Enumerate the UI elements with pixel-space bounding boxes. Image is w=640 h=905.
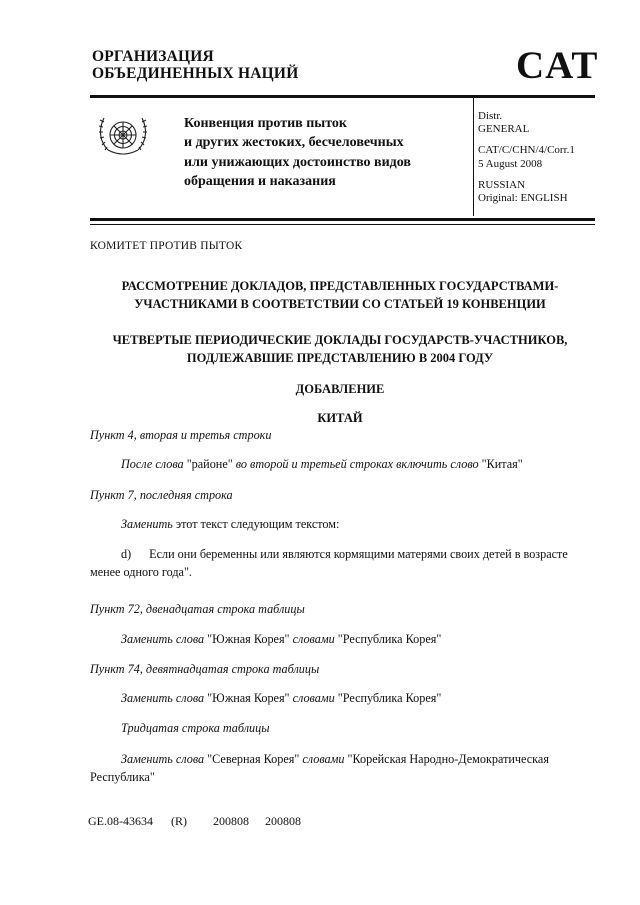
top-rule <box>90 95 595 98</box>
convention-title <box>184 114 411 191</box>
document-symbol-large: CAT <box>516 44 599 87</box>
document-language: RUSSIAN <box>478 178 526 191</box>
org-line-2: ОБЪЕДИНЕННЫХ НАЦИЙ <box>92 65 299 82</box>
convention-line-1: Конвенция против пыток <box>184 116 347 131</box>
item-5-instruction <box>90 751 590 786</box>
committee-name: КОМИТЕТ ПРОТИВ ПЫТОК <box>90 240 243 252</box>
item-5-text-b: "Северная Корея" <box>207 752 300 766</box>
item-2-quote-label: d) <box>121 547 132 561</box>
item-1-text-c: во второй и третьей строках включить слово <box>232 457 482 471</box>
item-5-text-a: Заменить слова <box>121 752 208 766</box>
item-1-instruction <box>121 456 523 472</box>
item-5-reference: Тридцатая строка таблицы <box>121 721 270 735</box>
heading-periodic-line-1: ЧЕТВЕРТЫЕ ПЕРИОДИЧЕСКИЕ ДОКЛАДЫ ГОСУДАРСТВ-УЧАСТНИКОВ, <box>112 333 568 347</box>
item-2-reference: Пункт 7, последняя строка <box>90 488 233 502</box>
item-4-text-b: "Южная Корея" <box>207 691 290 705</box>
item-5-text-c: словами <box>299 752 348 766</box>
convention-line-2: и других жестоких, бесчеловечных <box>184 135 404 151</box>
item-3-text-a: Заменить слова <box>121 632 208 646</box>
document-date: 5 August 2008 <box>478 157 543 170</box>
distr-label: Distr. <box>478 110 503 122</box>
heading-periodic-line-2: ПОДЛЕЖАВШИЕ ПРЕДСТАВЛЕНИЮ В 2004 ГОДУ <box>186 351 494 365</box>
item-4-text-a: Заменить слова <box>121 691 208 705</box>
organization-name <box>92 48 298 82</box>
item-4-text-d: "Республика Корея" <box>337 691 442 705</box>
item-4-text-c: словами <box>289 691 338 705</box>
item-3-reference: Пункт 72, двенадцатая строка таблицы <box>90 602 305 616</box>
org-line-1: ОРГАНИЗАЦИЯ <box>92 48 214 65</box>
heading-periodic-reports <box>90 331 590 367</box>
header-bottom-rule-thin <box>90 224 595 225</box>
footer-date-2: 200808 <box>265 814 301 828</box>
original-language: Original: ENGLISH <box>478 192 568 205</box>
job-number-footer <box>88 814 301 829</box>
item-4-instruction <box>121 690 441 706</box>
item-2-quote-text: Если они беременны или являются кормящими матерями своих детей в возрасте менее одного года". <box>90 547 568 579</box>
heading-consideration-line-2: УЧАСТНИКАМИ В СООТВЕТСТВИИ СО СТАТЬЕЙ 19 КОНВЕНЦИИ <box>134 297 546 311</box>
item-4-reference: Пункт 74, девятнадцатая строка таблицы <box>90 662 320 676</box>
header-bottom-rule-thick <box>90 218 595 221</box>
item-2-text-b: этот текст следующим текстом: <box>172 517 340 531</box>
item-2-quote <box>90 546 590 581</box>
document-symbol: CAT/C/CHN/4/Corr.1 <box>478 144 575 157</box>
heading-addendum: ДОБАВЛЕНИЕ <box>295 382 385 396</box>
item-2-text-a: Заменить <box>121 517 173 531</box>
item-3-text-d: "Республика Корея" <box>337 632 442 646</box>
heading-country: КИТАЙ <box>317 411 363 425</box>
footer-date-1: 200808 <box>213 814 249 828</box>
un-emblem-icon <box>94 110 152 166</box>
heading-consideration <box>90 277 590 313</box>
heading-consideration-line-1: РАССМОТРЕНИЕ ДОКЛАДОВ, ПРЕДСТАВЛЕННЫХ ГОСУДАРСТВАМИ- <box>121 279 559 293</box>
item-3-text-b: "Южная Корея" <box>207 632 290 646</box>
distribution-block <box>478 110 575 205</box>
convention-line-3: или унижающих достоинство видов <box>184 154 411 170</box>
convention-line-4: обращения и наказания <box>184 173 336 189</box>
item-1-text-b: "районе" <box>186 457 233 471</box>
footer-job-number: GE.08-43634 <box>88 814 153 828</box>
item-1-text-d: "Китая" <box>481 457 523 471</box>
item-1-text-a: После слова <box>121 457 187 471</box>
item-3-instruction <box>121 631 441 647</box>
footer-language-code: (R) <box>171 814 187 828</box>
header-divider <box>473 98 474 216</box>
item-5-text-d: "Корейская Народно-Демократическая Республика" <box>90 752 549 784</box>
item-3-text-c: словами <box>289 632 338 646</box>
item-1-reference: Пункт 4, вторая и третья строки <box>90 428 272 442</box>
distr-general: GENERAL <box>478 123 530 136</box>
item-2-instruction <box>121 516 339 532</box>
